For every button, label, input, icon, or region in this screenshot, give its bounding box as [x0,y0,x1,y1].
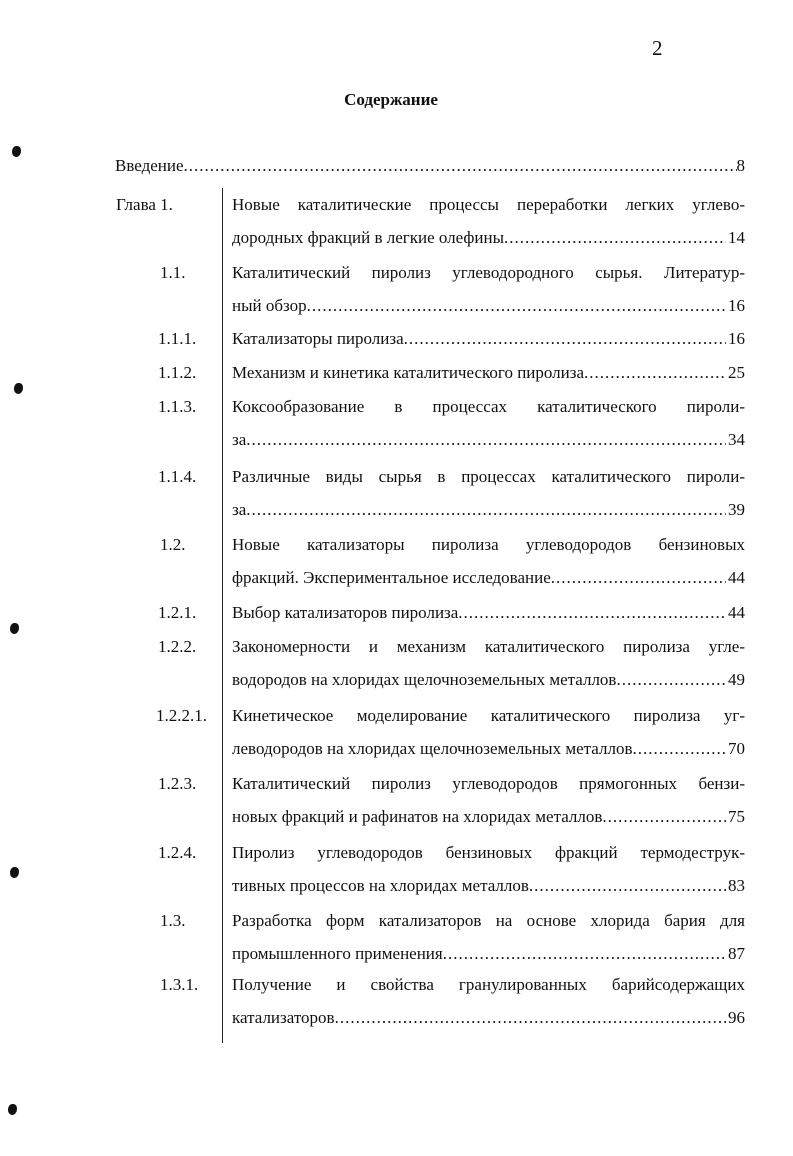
toc-entry-number: 1.1.2. [158,363,197,382]
toc-entry-number: 1.2.2. [158,637,197,656]
toc-entry-text [232,188,745,254]
toc-entry-number: 1.2.3. [158,774,197,793]
toc-entry-line [232,596,745,629]
toc-entry-page: 14 [728,228,745,247]
toc-entry-line [232,561,745,594]
toc-entry-line [232,699,745,732]
toc-entry-line-text: тивных процессов на хлоридах металлов [232,876,529,895]
toc-entry-page: 16 [728,296,745,315]
punch-hole-mark [14,383,23,394]
toc-divider [222,188,223,1043]
toc-entry-page: 34 [728,430,745,449]
toc-entry-text [232,630,745,696]
toc-entry-line [232,968,745,1001]
toc-entry-number: 1.2.4. [158,843,197,862]
toc-entry-line-text: Кинетическое моделирование каталитического пиролиза уг- [232,706,745,725]
toc-entry-text [232,767,745,833]
toc-entry-line-text: Катализаторы пиролиза [232,329,404,348]
toc-entry-page: 70 [728,739,745,758]
toc-entry-line-text: Получение и свойства гранулированных барийсодержащих [232,975,745,994]
toc-entry-line [232,630,745,663]
toc-entry-number: 1.3. [160,911,186,930]
toc-entry-text [232,356,745,389]
dot-leader [335,1001,726,1034]
toc-entry-page: 39 [728,500,745,519]
toc-entry-number: 1.2. [160,535,186,554]
toc-entry-text [232,322,745,355]
toc-intro-entry[interactable] [115,156,745,176]
punch-hole-mark [10,867,19,878]
toc-entry-line-text: Различные виды сырья в процессах каталитического пироли- [232,467,745,486]
toc-entry-page: 96 [728,1008,745,1027]
toc-entry-line [232,423,745,456]
toc-entry-line [232,528,745,561]
toc-entry-line-text: Новые катализаторы пиролиза углеводородов бензиновых [232,535,745,554]
toc-entry-line [232,289,745,322]
toc-entry-line [232,356,745,389]
toc-entry-text [232,256,745,322]
toc-entry-line-text: ный обзор [232,296,307,315]
toc-entry-number: 1.1. [160,263,186,282]
punch-hole-mark [12,146,21,157]
punch-hole-mark [10,623,19,634]
toc-entry-text [232,596,745,629]
toc-entry-line-text: новых фракций и рафинатов на хлоридах металлов [232,807,603,826]
toc-entry-text [232,528,745,594]
toc-entry-page: 44 [728,568,745,587]
toc-entry-page: 44 [728,603,745,622]
toc-entry-text [232,699,745,765]
toc-entry-line [232,663,745,696]
toc-entry-text [232,460,745,526]
toc-entry-page: 49 [728,670,745,689]
toc-entry-line [232,937,745,970]
toc-entry-line [232,836,745,869]
toc-entry-line [232,767,745,800]
toc-entry-line [232,460,745,493]
toc-entry-page: 87 [728,944,745,963]
toc-entry-line [232,904,745,937]
dot-leader [404,322,726,355]
toc-entry-page: 25 [728,363,745,382]
toc-entry-number: 1.1.3. [158,397,197,416]
toc-entry-line-text: дородных фракций в легкие олефины [232,228,505,247]
toc-entry-line-text: за [232,430,247,449]
toc-entry-line-text: Каталитический пиролиз углеводородного сырья. Литератур- [232,263,745,282]
toc-entry-text [232,904,745,970]
toc-entry-line-text: за [232,500,247,519]
toc-entry-line [232,800,745,833]
toc-entry-line [232,322,745,355]
dot-leader [602,800,726,833]
toc-entry-number: 1.2.1. [158,603,197,622]
toc-entry-line-text: Коксообразование в процессах каталитического пироли- [232,397,745,416]
toc-entry-line-text: леводородов на хлоридах щелочноземельных металлов [232,739,633,758]
toc-entry-line [232,256,745,289]
dot-leader [584,356,726,389]
toc-entry-text [232,968,745,1034]
dot-leader [632,732,726,765]
toc-entry-line-text: Выбор катализаторов пиролиза [232,603,459,622]
toc-entry-number: Глава 1. [116,195,173,214]
toc-entry-line [232,732,745,765]
toc-entry-line-text: Новые каталитические процессы переработки легких углево- [232,195,745,214]
toc-entry-line [232,390,745,423]
toc-entry-line [232,869,745,902]
toc-entry-text [232,390,745,456]
dot-leader [504,221,726,254]
dot-leader [184,156,737,176]
page-title: Содержание [344,90,438,109]
dot-leader [246,493,726,526]
toc-entry-line-text: Разработка форм катализаторов на основе хлорида бария для [232,911,745,930]
toc-entry-line-text: промышленного применения [232,944,443,963]
toc-entry-page: 75 [728,807,745,826]
dot-leader [616,663,726,696]
dot-leader [551,561,726,594]
toc-entry-line [232,221,745,254]
dot-leader [529,869,726,902]
toc-entry-line-text: Механизм и кинетика каталитического пиролиза [232,363,585,382]
toc-entry-number: 1.1.1. [158,329,197,348]
toc-entry-line-text: катализаторов [232,1008,335,1027]
toc-entry-text [232,836,745,902]
toc-entry-page: 16 [728,329,745,348]
toc-entry-page: 8 [736,156,745,175]
dot-leader [443,937,726,970]
toc-entry-number: 1.3.1. [160,975,199,994]
toc-entry-line [232,1001,745,1034]
toc-entry-line-text: Каталитический пиролиз углеводородов прямогонных бензи- [232,774,745,793]
toc-entry-line-text: Закономерности и механизм каталитического пиролиза угле- [232,637,745,656]
toc-entry-line [232,188,745,221]
toc-entry-line-text: водородов на хлоридах щелочноземельных металлов [232,670,617,689]
punch-hole-mark [8,1104,17,1115]
dot-leader [458,596,726,629]
toc-entry-label: Введение [115,156,184,175]
toc-entry-number: 1.1.4. [158,467,197,486]
page-number: 2 [652,36,663,60]
toc-entry-page: 83 [728,876,745,895]
dot-leader [307,289,726,322]
toc-entry-number: 1.2.2.1. [156,706,207,725]
toc-entry-line-text: Пиролиз углеводородов бензиновых фракций термодеструк- [232,843,745,862]
toc-entry-line [232,493,745,526]
dot-leader [246,423,726,456]
toc-entry-line-text: фракций. Экспериментальное исследование [232,568,551,587]
